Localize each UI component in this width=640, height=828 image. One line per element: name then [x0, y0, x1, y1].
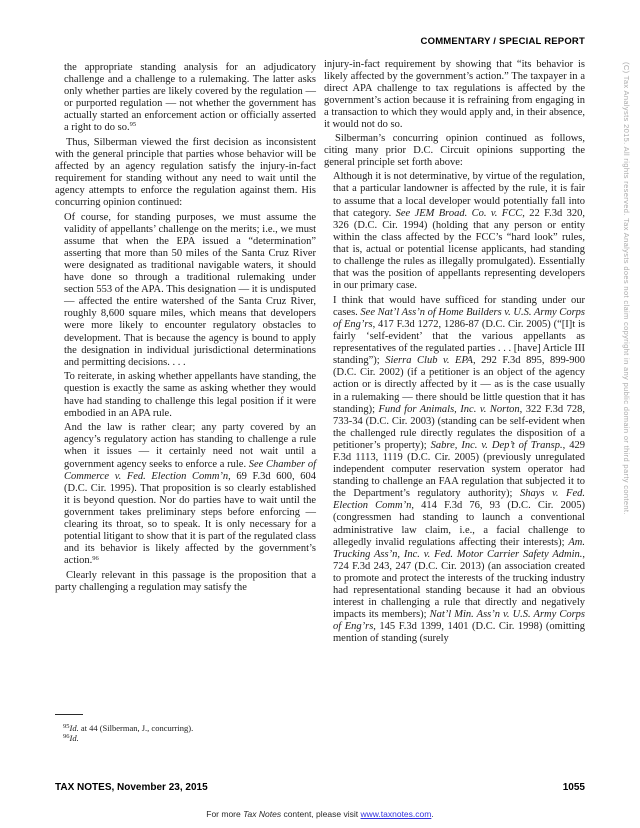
blockquote-paragraph — [333, 171, 585, 292]
left-column — [55, 59, 316, 595]
promo-brand: Tax Notes — [243, 809, 282, 819]
text-run: Although it is not determinative, by virtue of the regulation, that a particular landowner is affected by the rule, it is fair to assume that a local developer would potentially fall into that category. — [333, 171, 585, 219]
text-run: Of course, for standing purposes, we must assume the validity of appellants’ challenge on the merits; i.e., we must assume that when the EPA issued a “determination” asserting that more than 50 miles of the Santa Cruz River were designated as traditional navigable waters, it should have done so through a traditional rulemaking under section 553 of the APA. This designation — it is undisputed — affected the entire watershed of the Santa Cruz River, roughly 8,600 square miles, which means that developers were more likely to encounter regulatory obstacles to development. That is because the agency is bound to apply the designation in individual jurisdictional determinations and permitting decisions. . . . — [64, 211, 316, 368]
text-run: , 724 F.3d 243, 247 (D.C. Cir. 2013) (an association created to promote and protect the interests of the trucking industry had representational standing because it had an obvious interest in challenging a rule that directly and negatively impacts its members); — [333, 548, 585, 621]
text-run: , 322 F.3d 728, 733-34 (D.C. Cir. 2003) (standing can be self-evident when the challenged rule directly regulates the disposition of a petitioner’s property); — [333, 403, 585, 451]
case-citation: Sierra Club v. EPA — [385, 355, 473, 367]
text-run: Clearly relevant in this passage is the proposition that a party challenging a regulation may satisfy the — [55, 569, 316, 593]
blockquote-paragraph — [64, 62, 316, 135]
text-run: , 292 F.3d 895, 899-900 (D.C. Cir. 2002) (if a petitioner is an object of the agency action or is directly affected by it — as is the case usually in a rulemaking — there should be little question that it has standing); — [333, 355, 586, 415]
text-run: at 44 (Silberman, J., concurring). — [78, 723, 194, 733]
case-citation: Shays v. Fed. Election Comm’n — [333, 488, 585, 512]
taxnotes-link[interactable]: www.taxnotes.com — [360, 809, 432, 819]
case-citation: See Nat’l Ass’n of Home Builders v. U.S. Army Corps of Eng’rs — [333, 306, 585, 330]
footnote — [55, 733, 316, 743]
body-paragraph — [55, 570, 316, 594]
text-run: To reiterate, in asking whether appellants have standing, the question is exactly the same as asking whether they would have had standing to challenge this legal position if it were embodied in an APA rule. — [64, 371, 316, 419]
case-citation: Nat’l Min. Ass’n v. U.S. Army Corps of Eng’rs — [333, 609, 585, 633]
text-run: , 145 F.3d 1399, 1401 (D.C. Cir. 1998) (omitting mention of standing (surely — [333, 621, 586, 645]
case-citation: See JEM Broad. Co. v. FCC — [395, 207, 523, 219]
blockquote-paragraph — [333, 295, 585, 646]
text-run: Silberman’s concurring opinion continued as follows, citing many prior D.C. Circuit opinions supporting the general principle set forth above: — [324, 132, 585, 168]
text-run: , 414 F.3d 76, 93 (D.C. Cir. 2005) (congressmen had standing to launch a conventional administrative law claim, i.e., a facial challenge to allegedly invalid regulations affecting their interests); — [333, 500, 586, 548]
case-citation: Fund for Animals, Inc. v. Norton — [378, 403, 520, 415]
footnote-list — [55, 723, 316, 743]
body-paragraph — [324, 133, 585, 169]
promo-text-post: . — [431, 809, 434, 819]
text-run: And the law is rather clear; any party covered by an agency’s regulatory action has standing to challenge a rule when it issues — it certainly need not wait until a government agency seeks to enforce a rule. — [64, 422, 316, 470]
text-run: , 69 F.3d 600, 604 (D.C. Cir. 1995). That proposition is so clearly established it is beyond question. Nor do parties have to wait until the government takes preliminary steps before enforcing — clearing its throat, so to speak. It is only necessary for a potential litigant to show that it is part of the regulated class and its behavior is likely affected by the government’s action. — [64, 470, 316, 567]
promo-line — [0, 809, 640, 819]
promo-text-mid: content, please visit — [281, 809, 361, 819]
footnote-reference: 95 — [63, 722, 70, 730]
body-paragraph — [55, 137, 316, 210]
text-run: , 22 F.3d 320, 326 (D.C. Cir. 1994) (holding that any person or entity within the class affected by the FCC’s “hard look” rules, that is, actual or potential license applicants, had standing to challenge the rules as illegally promulgated). Essentially that was the position of appellants representing developers in our primary case. — [333, 207, 585, 292]
text-run: the appropriate standing analysis for an adjudicatory challenge and a challenge to a rulemaking. The latter asks only whether parties are likely covered by the regulation — or purported regulation — not whether the government has actually started an enforcement action or officially asserted a right to do so. — [64, 61, 316, 133]
footer-journal-date: TAX NOTES, November 23, 2015 — [55, 782, 208, 793]
page-footer — [55, 782, 585, 793]
body-paragraph — [324, 59, 585, 132]
text-run: , 429 F.3d 1113, 1119 (D.C. Cir. 2005) (previously unregulated independent computer reservation system operator had standing to challenge an FAA regulation that subjected it to the Department’s regulatory authority); — [333, 439, 585, 500]
blockquote-paragraph — [64, 212, 316, 369]
copyright-sidebar: (C) Tax Analysts 2015. All rights reserved. Tax Analysts does not claim copyright in any public domain or third party content. — [622, 62, 631, 515]
footnote-reference: 95 — [129, 121, 137, 129]
footer-page-number: 1055 — [562, 782, 585, 793]
page-header — [55, 36, 585, 47]
text-run: Thus, Silberman viewed the first decision as inconsistent with the general principle that parties whose behavior will be affected by an agency regulation satisfy the injury-in-fact requirement for standing without any need to wait until the agency attempts to enforce the regulation against them. His concurring opinion continued: — [55, 136, 316, 209]
right-column — [324, 59, 585, 648]
blockquote-paragraph — [64, 422, 316, 567]
footnote — [55, 723, 316, 733]
case-citation: Sabre, Inc. v. Dep’t of Transp. — [430, 439, 563, 451]
case-citation: See Chamber of Commerce v. Fed. Election Comm’n — [64, 458, 316, 482]
case-citation: Am. Trucking Ass’n, Inc. v. Fed. Motor Carrier Safety Admin. — [333, 536, 585, 560]
text-run: injury-in-fact requirement by showing that “its behavior is likely affected by the government’s action.” The taxpayer in a direct APA challenge to tax regulations is affected by the government’s action because it is refraining from engaging in a transaction to which they would apply and, in their absence, it would not do so. — [324, 59, 585, 131]
text-run: I think that would have sufficed for standing under our cases. — [333, 294, 585, 318]
footnote-reference: 96 — [92, 554, 99, 562]
footnote-separator-rule — [55, 714, 83, 715]
case-citation: Id. — [69, 723, 79, 733]
case-citation: Id. — [69, 733, 79, 744]
text-run: , 417 F.3d 1272, 1286-87 (D.C. Cir. 2005) (“[I]t is fairly ‘self-evident’ that the various appellants as representatives of the regulated parties . . . [have] Article III standing”); — [333, 318, 585, 367]
header-title: COMMENTARY / SPECIAL REPORT — [420, 36, 585, 47]
footnote-area — [55, 714, 316, 743]
blockquote-paragraph — [64, 371, 316, 419]
footnote-reference: 96 — [63, 732, 70, 740]
promo-text-pre: For more — [206, 809, 244, 819]
